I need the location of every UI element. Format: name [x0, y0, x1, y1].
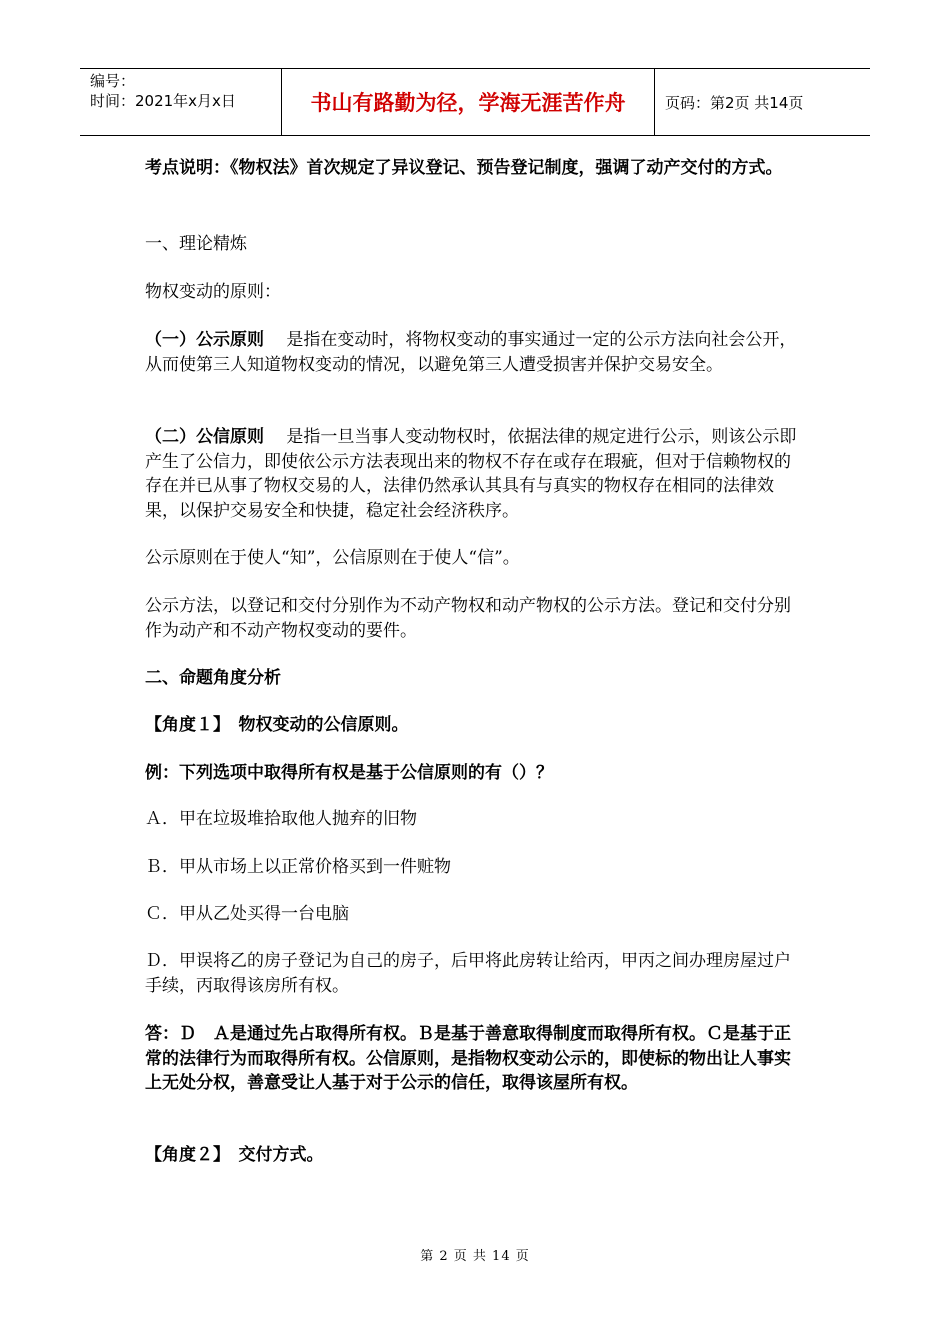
principles-intro: 物权变动的原则： [145, 282, 281, 302]
angle-1-heading: 【角度１】 物权变动的公信原则。 [145, 715, 409, 735]
document-number-label: 编号： [90, 72, 136, 90]
publicity-methods: 公示方法，以登记和交付分别作为不动产物权和动产物权的公示方法。登记和交付分别作为动产和不动产物权变动的要件。 [145, 596, 791, 641]
header-meta [80, 69, 282, 135]
exam-point-note: 考点说明：《物权法》首次规定了异议登记、预告登记制度，强调了动产交付的方式。 [145, 158, 783, 178]
principle-publicity-title: （一）公示原则 [145, 330, 264, 350]
option-a: Ａ．甲在垃圾堆拾取他人抛弃的旧物 [145, 809, 417, 829]
section-heading-theory: 一、理论精炼 [145, 234, 247, 254]
option-c: Ｃ．甲从乙处买得一台电脑 [145, 904, 349, 924]
principle-public-trust-title: （二）公信原则 [145, 427, 264, 447]
option-b: Ｂ．甲从市场上以正常价格买到一件赃物 [145, 857, 451, 877]
principle-publicity-text: 是指在变动时，将物权变动的事实通过一定的公示方法向社会公开，从而使第三人知道物权变动的情况，以避免第三人遭受损害并保护交易安全。 [145, 330, 797, 375]
page-footer: 第 2 页 共 14 页 [420, 1249, 530, 1264]
principle-public-trust-text: 是指一旦当事人变动物权时，依据法律的规定进行公示，则该公示即产生了公信力，即使依公示方法表现出来的物权不存在或存在瑕疵，但对于信赖物权的存在并已从事了物权交易的人，法律仍然承认其具有与真实的物权存在相同的法律效果，以保护交易安全和快捷，稳定社会经济秩序。 [145, 427, 797, 521]
principle-publicity [145, 328, 800, 377]
header-motto: 书山有路勤为径，学海无涯苦作舟 [282, 69, 655, 135]
answer-explanation: 答：Ｄ Ａ是通过先占取得所有权。Ｂ是基于善意取得制度而取得所有权。Ｃ是基于正常的法律行为而取得所有权。公信原则，是指物权变动公示的，即使标的物出让人事实上无处分权，善意受让人基于对于公示的信任，取得该屋所有权。 [145, 1024, 791, 1093]
example-question: 例：下列选项中取得所有权是基于公信原则的有（）？ [145, 763, 553, 783]
page-header [80, 68, 870, 136]
option-d: Ｄ．甲误将乙的房子登记为自己的房子，后甲将此房转让给丙，甲丙之间办理房屋过户手续，丙取得该房所有权。 [145, 951, 791, 996]
section-heading-analysis: 二、命题角度分析 [145, 668, 281, 688]
angle-2-heading: 【角度２】 交付方式。 [145, 1145, 324, 1165]
principles-comparison: 公示原则在于使人“知”，公信原则在于使人“信”。 [145, 548, 520, 568]
header-page-info: 页码：第2页 共14页 [665, 93, 804, 112]
document-date: 时间：2021年x月x日 [90, 92, 236, 110]
principle-public-trust [145, 425, 800, 523]
